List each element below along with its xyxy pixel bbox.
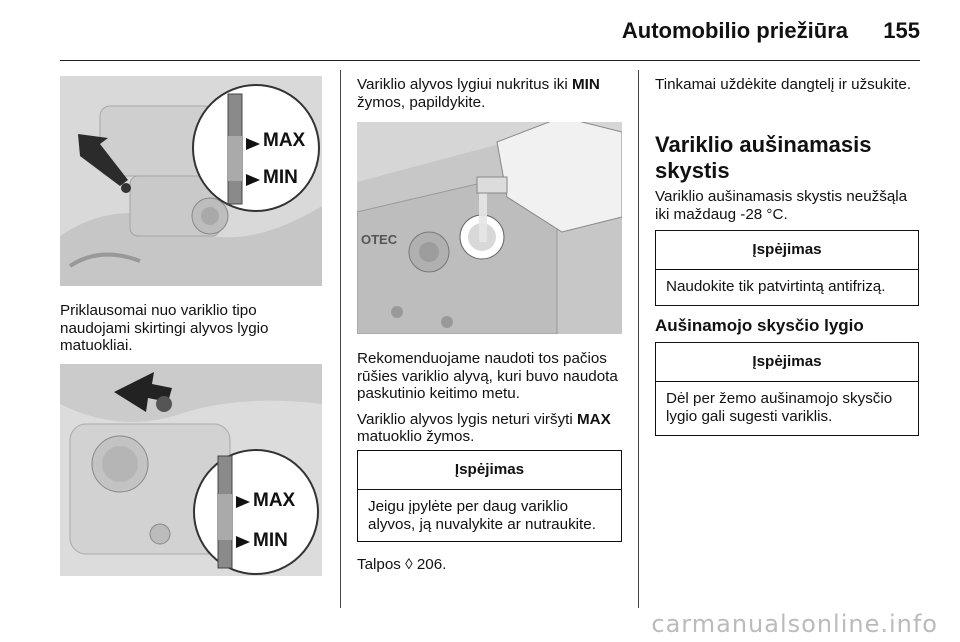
min-label: MIN (253, 530, 288, 551)
max-label: MAX (253, 490, 296, 511)
coolant-heading-line2: skystis (655, 158, 730, 183)
watermark: carmanualsonline.info (651, 610, 938, 638)
oil-warning-box (357, 450, 622, 542)
coolant-level-warning-box (655, 342, 919, 436)
oil-fill-figure (357, 122, 622, 334)
dipstick-figure-1 (60, 76, 322, 286)
page-header (0, 0, 960, 60)
coolant-level-heading: Aušinamojo skysčio lygio (655, 316, 864, 335)
warning-body: Jeigu įpylėte per daug variklio alyvos, ją nuvalykite ar nutraukite. (368, 498, 596, 533)
page-number: 155 (883, 18, 920, 43)
min-label: MIN (263, 167, 298, 188)
col2-intro (357, 76, 622, 111)
dipstick-figure-2 (60, 364, 322, 576)
capacity-reference: Talpos ◊ 206. (357, 556, 447, 573)
antifreeze-warning-box (655, 230, 919, 306)
coolant-heading-line1: Variklio aušinamasis (655, 132, 872, 157)
cap-instruction: Tinkamai uždėkite dangtelį ir užsukite. (655, 76, 912, 93)
header-rule (60, 60, 920, 61)
coolant-paragraph: Variklio aušinamasis skystis neužšąla iki maždaug -28 °C. (655, 188, 908, 223)
column-divider-1 (340, 70, 341, 608)
col3-intro (655, 76, 920, 94)
oil-fill-illustration (357, 122, 622, 334)
column-divider-2 (638, 70, 639, 608)
col2-reference (357, 556, 622, 574)
oil-recommendation-paragraph: Rekomenduojame naudoti tos pačios rūšies variklio alyvą, kuri buvo naudota paskutinio keitimo metu. (357, 350, 618, 402)
figure-caption: Priklausomai nuo variklio tipo naudojami skirtingi alyvos lygio matuokliai. (60, 302, 269, 354)
max-label: MAX (263, 130, 306, 151)
warning-title: Įspėjimas (656, 343, 918, 382)
oil-max-paragraph: Variklio alyvos lygis neturi viršyti MAX matuoklio žymos. (357, 410, 611, 445)
coolant-section-heading (655, 132, 920, 184)
warning-title: Įspėjimas (358, 451, 621, 490)
coolant-paragraph-wrap (655, 188, 920, 223)
col1-text (60, 302, 322, 355)
oil-intro-paragraph: Variklio alyvos lygiui nukritus iki MIN žymos, papildykite. (357, 76, 600, 111)
col2-body (357, 350, 622, 446)
coolant-level-heading-wrap (655, 316, 920, 336)
warning-body: Naudokite tik patvirtintą antifrizą. (666, 278, 886, 295)
reference-icon: ◊ (405, 556, 413, 573)
warning-title: Įspėjimas (656, 231, 918, 270)
warning-body: Dėl per žemo aušinamojo skysčio lygio gali sugesti variklis. (666, 390, 893, 425)
page-title: Automobilio priežiūra (621, 18, 848, 43)
engine-cover-label: OTEC (361, 232, 398, 247)
